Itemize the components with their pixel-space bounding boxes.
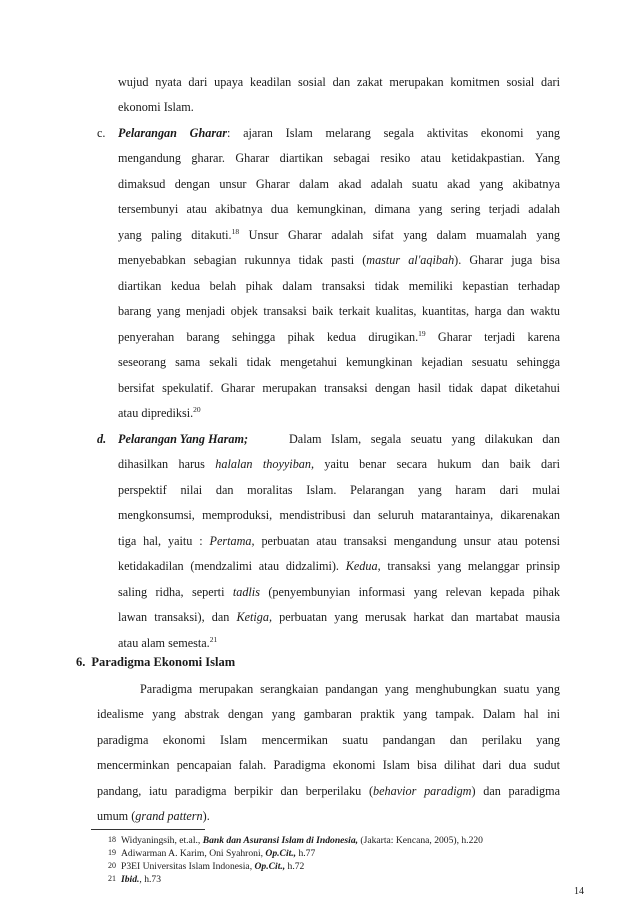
body-line — [118, 558, 560, 574]
text-span: dihasilkan harus — [118, 457, 216, 471]
footnote-text: h.72 — [285, 861, 305, 872]
footnote-21 — [108, 873, 161, 886]
body-line — [118, 456, 560, 472]
footnote-title: Op.Cit., — [265, 848, 297, 859]
body-line: idealisme yang abstrak dengan yang gambaran praktik yang tampak. Dalam hal ini — [97, 707, 560, 721]
footnote-ref: 18 — [231, 227, 240, 236]
body-line — [118, 252, 560, 268]
italic-term: grand pattern — [135, 809, 203, 823]
text-span: transaksi yang melanggar prinsip — [380, 559, 560, 573]
footnote-text: h.77 — [296, 848, 316, 859]
body-line: mencerminkan pencapaian falah. Paradigma ekonomi Islam bisa dilihat dari dua sudut — [97, 758, 560, 772]
text-span: yaitu benar secara hukum dan baik dari — [314, 457, 560, 471]
italic-term: Pertama, — [209, 534, 255, 548]
footnote-20 — [108, 860, 304, 873]
text-span: ). — [202, 809, 210, 823]
body-line: mengkonsumsi, memproduksi, mendistribusi dan seluruh matarantainya, dikarenakan — [118, 508, 560, 522]
body-line — [118, 329, 560, 345]
italic-term: Kedua, — [345, 559, 381, 573]
body-line: bersifat spekulatif. Gharar merupakan transaksi dengan hasil tidak dapat diketahui — [118, 381, 560, 395]
body-line: diartikan kedua belah pihak dalam transaksi tidak memiliki kepastian terhadap — [118, 279, 560, 293]
footnote-title: Ibid. — [121, 874, 140, 885]
text-span: : ajaran Islam melarang segala aktivitas ekonomi yang — [226, 126, 561, 140]
body-line — [97, 808, 210, 824]
italic-term: Ketiga, — [236, 610, 272, 624]
footnote-text: Adiwarman A. Karim, Oni Syahroni, — [121, 848, 266, 859]
footnote-ref: 21 — [209, 635, 218, 644]
body-line — [118, 609, 560, 625]
page-number: 14 — [574, 886, 584, 897]
body-line: tersembunyi atau akibatnya dua kemungkinan, dimana yang sering terjadi adalah — [118, 202, 560, 216]
body-line: perspektif nilai dan moralitas Islam. Pelarangan yang haram dari mulai — [118, 483, 560, 497]
body-line — [118, 584, 560, 600]
footnote-19 — [108, 847, 315, 860]
text-span: perbuatan yang merusak harkat dan martabat mausia — [272, 610, 560, 624]
body-line: Dalam Islam, segala seuatu yang dilakukan dan — [289, 432, 560, 446]
body-line — [97, 783, 560, 799]
italic-term: mastur al'aqibah — [366, 253, 455, 267]
footnote-18 — [108, 834, 483, 847]
text-span: tiga hal, yaitu : — [118, 534, 210, 548]
footnote-text: P3EI Universitas Islam Indonesia, — [121, 861, 255, 872]
italic-term: halalan thoyyiban, — [215, 457, 315, 471]
body-line: ekonomi Islam. — [118, 100, 194, 114]
text-span: pandang, iatu paradigma berpikir dan berperilaku ( — [97, 784, 374, 798]
body-line — [118, 533, 560, 549]
text-span: ) dan paradigma — [471, 784, 560, 798]
section-title: Paradigma Ekonomi Islam — [91, 655, 236, 669]
term-gharar: Pelarangan Gharar — [118, 126, 227, 140]
footnote-text: (Jakarta: Kencana, 2005), h.220 — [358, 835, 483, 846]
body-line: mengandung gharar. Gharar diartikan sebagai resiko atau ketidakpastian. Yang — [118, 151, 560, 165]
text-span: Unsur Gharar adalah sifat yang dalam muamalah yang — [239, 228, 561, 242]
body-line: Paradigma merupakan serangkaian pandangan yang menghubungkan suatu yang — [140, 682, 560, 696]
text-span: atau alam semesta. — [118, 636, 210, 650]
italic-term: behavior paradigm — [373, 784, 472, 798]
text-span: yang paling ditakuti. — [118, 228, 232, 242]
body-line: dimaksud dengan unsur Gharar dalam akad adalah suatu akad yang akibatnya — [118, 177, 560, 191]
term-haram — [118, 431, 248, 447]
text-span: saling ridha, seperti — [118, 585, 233, 599]
footnote-divider — [91, 829, 205, 830]
list-marker: d. — [97, 432, 107, 446]
text-span: menyebabkan sebagian rukunnya tidak pasti ( — [118, 253, 367, 267]
text-span: umum ( — [97, 809, 136, 823]
section-heading — [76, 655, 241, 670]
text-span: perbuatan atau transaksi mengandung unsur atau potensi — [254, 534, 560, 548]
footnote-ref: 20 — [193, 405, 201, 414]
text-span: Gharar terjadi karena — [425, 330, 560, 344]
footnote-number: 20 — [108, 861, 116, 870]
term-label: Pelarangan Yang Haram; — [118, 432, 249, 446]
body-line: seseorang sama sekali tidak mengetahui kemungkinan kejadian sesuatu sehingga — [118, 355, 560, 369]
body-line — [118, 125, 560, 141]
italic-term: tadlis — [232, 585, 260, 599]
text-span: (penyembunyian informasi yang relevan kepada pihak — [259, 585, 560, 599]
list-marker: c. — [97, 126, 106, 140]
body-line: wujud nyata dari upaya keadilan sosial dan zakat merupakan komitmen sosial dari — [118, 75, 560, 89]
body-line — [118, 227, 560, 243]
footnote-text: Widyaningsih, et.al., — [121, 835, 203, 846]
section-number: 6. — [76, 655, 86, 669]
body-line: paradigma ekonomi Islam mencermikan suatu pandangan dan perilaku yang — [97, 733, 560, 747]
footnote-number: 21 — [108, 874, 116, 883]
body-line — [118, 635, 217, 651]
text-span: ). Gharar juga bisa — [454, 253, 560, 267]
text-span: lawan transaksi), dan — [118, 610, 237, 624]
footnote-number: 19 — [108, 848, 116, 857]
footnote-text: , h.73 — [139, 874, 161, 885]
body-line — [118, 405, 201, 421]
footnote-ref: 19 — [418, 329, 426, 338]
body-line: barang yang menjadi objek transaksi baik terkait kualitas, kuantitas, harga dan waktu — [118, 304, 560, 318]
footnote-number: 18 — [108, 835, 116, 844]
footnote-title: Bank dan Asuransi Islam di Indonesia, — [202, 835, 359, 846]
text-span: ketidakadilan (mendzalimi atau didzalimi). — [118, 559, 346, 573]
text-span: penyerahan barang sehingga pihak kedua dirugikan. — [118, 330, 419, 344]
text-span: atau diprediksi. — [118, 406, 194, 420]
footnote-title: Op.Cit., — [254, 861, 286, 872]
